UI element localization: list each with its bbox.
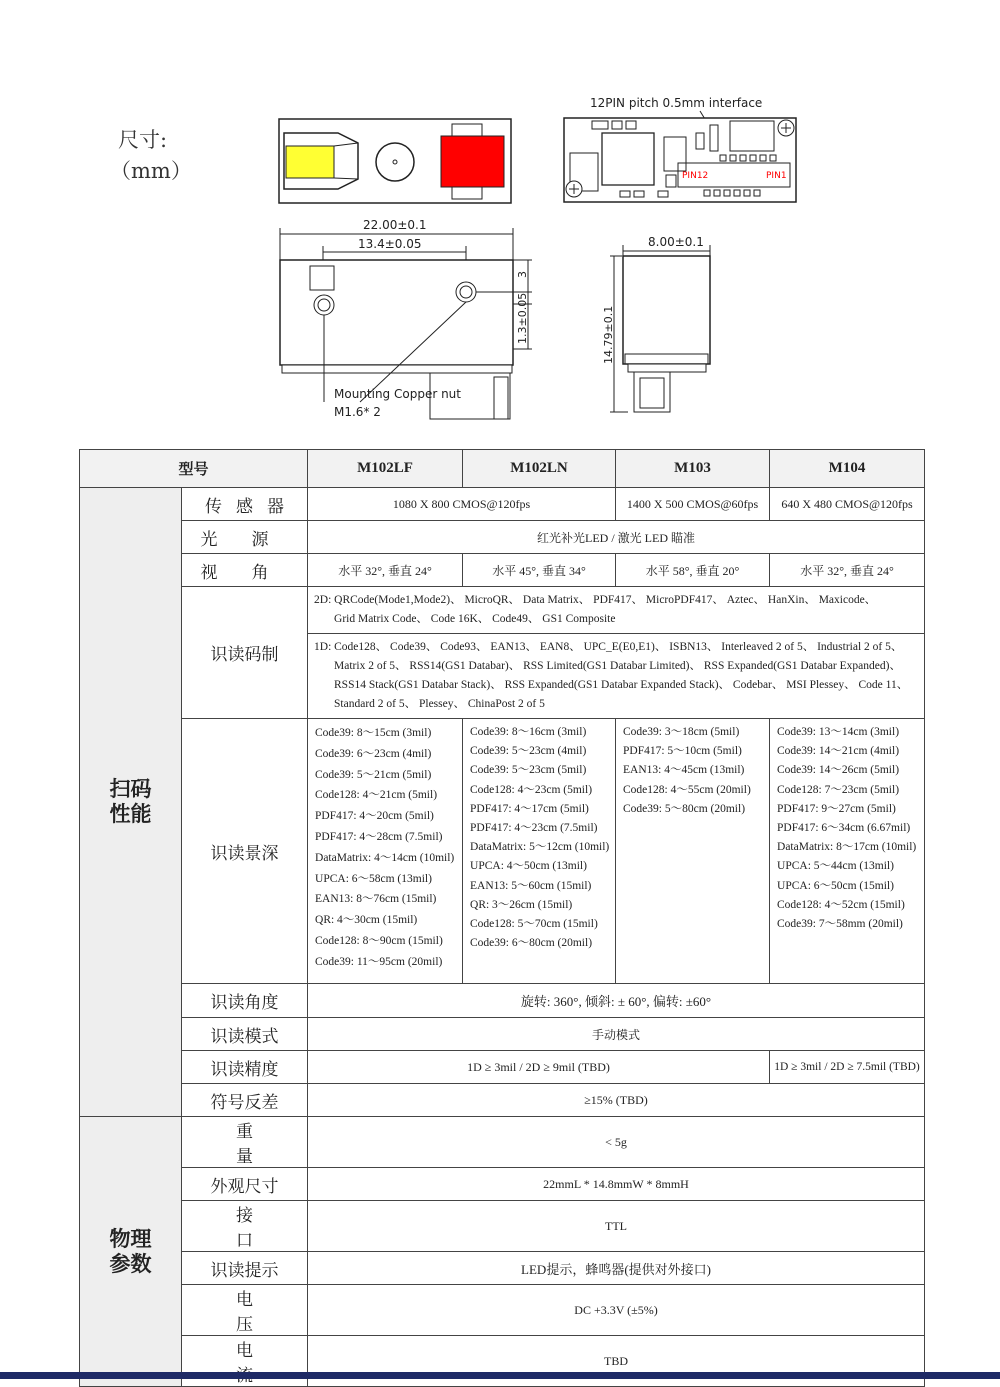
sensor-m104: 640 X 480 CMOS@120fps (770, 488, 925, 521)
width-dimension: 22.00±0.1 (363, 218, 427, 232)
table-row (80, 1252, 925, 1285)
dof-item: Code39: 5～23cm (4mil) (470, 745, 587, 758)
dof-m103 (616, 719, 770, 984)
dof-item: Code128: 4～52cm (15mil) (777, 898, 905, 911)
prompt-value: LED提示，蜂鸣器(提供对外接口) (308, 1252, 925, 1285)
voltage-label: 电压 (182, 1285, 308, 1336)
table-row (80, 1201, 925, 1252)
sensor-label: 传感器 (182, 488, 308, 521)
led-yellow (286, 146, 334, 178)
pcb-view-drawing (560, 93, 800, 205)
model-m103: M103 (616, 450, 770, 488)
table-row (80, 1168, 925, 1201)
dof-item: Code39: 7～58mm (20mil) (777, 918, 903, 931)
dof-item: Code39: 14～26cm (5mil) (777, 764, 900, 777)
depth-dimension: 8.00±0.1 (648, 235, 704, 249)
dof-item: Code39: 5～80cm (20mil) (623, 802, 746, 815)
fov-m103: 水平 58°, 垂直 20° (616, 554, 770, 587)
model-m104: M104 (770, 450, 925, 488)
dof-item: UPCA: 6～58cm (13mil) (315, 872, 432, 885)
dof-item: Code128: 7～23cm (5mil) (777, 783, 900, 796)
dof-item: Code39: 6～80cm (20mil) (470, 937, 593, 950)
dof-m102ln (463, 719, 616, 984)
dof-item: Code39: 13～14cm (3mil) (777, 726, 900, 738)
model-m102ln: M102LN (463, 450, 616, 488)
weight-value: < 5g (308, 1117, 925, 1168)
dof-item: PDF417: 4～28cm (7.5mil) (315, 830, 443, 843)
symbology-1d-line2: Matrix 2 of 5、 RSS14(GS1 Databar)、 RSS Limited(GS1 Databar Limited)、 RSS Expanded(GS1 Databar Expanded)、 (334, 660, 901, 672)
dof-item: Code39: 5～23cm (5mil) (470, 764, 587, 777)
dof-item: DataMatrix: 8～17cm (10mil) (777, 841, 917, 854)
mode-value: 手动模式 (308, 1018, 925, 1051)
dof-item: Code128: 5～70cm (15mil) (470, 918, 598, 931)
fov-label: 视角 (182, 554, 308, 587)
dof-item: QR: 3～26cm (15mil) (470, 898, 573, 911)
symbology-1d-line1: 1D: Code128、 Code39、 Code93、 EAN13、 EAN8、 UPC_E(E0,E1)、 ISBN13、 Interleaved 2 of 5、 Industrial 2 of 5、 (314, 641, 903, 653)
dof-item: Code39: 14～21cm (4mil) (777, 745, 900, 758)
dof-item: EAN13: 4～45cm (13mil) (623, 764, 745, 777)
size-value: 22mmL * 14.8mmW * 8mmH (308, 1168, 925, 1201)
table-row (80, 1084, 925, 1117)
table-row (80, 1285, 925, 1336)
dof-item: UPCA: 5～44cm (13mil) (777, 860, 894, 873)
symbology-1d-line4: Standard 2 of 5、 Plessey、 ChinaPost 2 of 5 (334, 698, 545, 710)
dof-item: PDF417: 5～10cm (5mil) (623, 745, 742, 758)
dof-item: Code39: 3～18cm (5mil) (623, 726, 740, 738)
contrast-label: 符号反差 (182, 1084, 308, 1117)
sensor-m102: 1080 X 800 CMOS@120fps (308, 488, 616, 521)
pin12-label: PIN12 (682, 171, 709, 181)
prompt-label: 识读提示 (182, 1252, 308, 1285)
voltage-value: DC +3.3V (±5%) (308, 1285, 925, 1336)
table-row (80, 1018, 925, 1051)
dim-3-label: 3 (516, 271, 529, 278)
dof-item: Code39: 11～95cm (20mil) (315, 955, 443, 968)
dimensions-title-line1: 尺寸: (118, 128, 168, 152)
laser-red (441, 136, 504, 187)
symbology-2d-line1: 2D: QRCode(Mode1,Mode2)、 MicroQR、 Data Matrix、 PDF417、 MicroPDF417、 Aztec、 HanXin、 Maxicode、 (314, 594, 877, 606)
symbology-1d-line3: RSS14 Stack(GS1 Databar Stack)、 RSS Expanded(GS1 Databar Expanded Stack)、 Codebar、 MSI Plessey、 Code 11、 (334, 679, 909, 691)
dof-item: EAN13: 5～60cm (15mil) (470, 879, 592, 892)
dof-item: UPCA: 6～50cm (15mil) (777, 879, 894, 892)
light-label: 光源 (182, 521, 308, 554)
precision-label: 识读精度 (182, 1051, 308, 1084)
table-row (80, 521, 925, 554)
dof-item: PDF417: 4～23cm (7.5mil) (470, 822, 598, 835)
size-label: 外观尺寸 (182, 1168, 308, 1201)
angle-value: 旋转: 360°, 倾斜: ± 60°, 偏转: ±60° (308, 984, 925, 1018)
dof-item: Code128: 4～21cm (5mil) (315, 789, 438, 802)
mode-label: 识读模式 (182, 1018, 308, 1051)
table-row (80, 488, 925, 521)
dof-item: Code39: 5～21cm (5mil) (315, 768, 432, 781)
fov-m102ln: 水平 45°, 垂直 34° (463, 554, 616, 587)
light-value: 红光补光LED / 激光 LED 瞄准 (308, 521, 925, 554)
current-value: TBD (308, 1336, 925, 1387)
hole-spacing-dimension: 13.4±0.05 (358, 237, 422, 251)
interface-label: 接口 (182, 1201, 308, 1252)
depth-view-drawing (600, 228, 730, 418)
dof-item: PDF417: 6～34cm (6.67mil) (777, 822, 911, 835)
table-row (80, 554, 925, 587)
current-label: 电 (182, 1336, 308, 1387)
table-row (80, 1051, 925, 1084)
dof-item: UPCA: 4～50cm (13mil) (470, 860, 587, 873)
interface-value: TTL (308, 1201, 925, 1252)
dimensions-title-line2: （mm） (110, 159, 192, 183)
precision-value: 1D ≥ 3mil / 2D ≥ 9mil (TBD) (308, 1051, 770, 1084)
dim-13-label: 1.3±0.05 (516, 292, 529, 344)
dof-label: 识读景深 (182, 719, 308, 984)
table-row (80, 587, 925, 634)
model-m102lf: M102LF (308, 450, 463, 488)
table-row (80, 1117, 925, 1168)
sensor-m103: 1400 X 500 CMOS@60fps (616, 488, 770, 521)
nut-label: Mounting Copper nut (334, 387, 461, 401)
angle-label: 识读角度 (182, 984, 308, 1018)
dof-item: EAN13: 8～76cm (15mil) (315, 893, 437, 906)
dof-item: Code128: 8～90cm (15mil) (315, 934, 443, 947)
footer-bar (0, 1372, 1000, 1379)
height-dimension: 14.79±0.1 (602, 305, 615, 364)
dof-item: Code39: 6～23cm (4mil) (315, 747, 432, 760)
symbology-2d-line2: Grid Matrix Code、 Code 16K、 Code49、 GS1 Composite (334, 613, 616, 625)
symbology-label: 识读码制 (182, 587, 308, 719)
weight-label: 重量 (182, 1117, 308, 1168)
dof-item: PDF417: 4～17cm (5mil) (470, 802, 589, 815)
table-row (80, 719, 925, 984)
dof-item: PDF417: 4～20cm (5mil) (315, 810, 434, 823)
dof-item: Code39: 8～16cm (3mil) (470, 726, 587, 738)
dof-item: Code128: 4～23cm (5mil) (470, 783, 593, 796)
pin-interface-label: 12PIN pitch 0.5mm interface (590, 96, 763, 110)
dof-m102lf (308, 719, 463, 984)
side-view-drawing (270, 212, 545, 424)
dof-item: Code128: 4～55cm (20mil) (623, 783, 751, 796)
dof-item: DataMatrix: 4～14cm (10mil) (315, 851, 455, 864)
nut-spec: M1.6* 2 (334, 405, 381, 419)
symbology-1d (308, 634, 925, 719)
pin1-label: PIN1 (766, 171, 787, 181)
table-header-row (80, 450, 925, 488)
dimensions-title (110, 125, 192, 187)
dof-item: PDF417: 9～27cm (5mil) (777, 802, 896, 815)
fov-m104: 水平 32°, 垂直 24° (770, 554, 925, 587)
front-view-drawing (276, 115, 516, 210)
table-row (80, 984, 925, 1018)
fov-m102lf: 水平 32°, 垂直 24° (308, 554, 463, 587)
scan-category: 扫码 性能 (80, 488, 182, 1117)
spec-table (79, 449, 925, 1387)
precision-m104: 1D ≥ 3mil / 2D ≥ 7.5mil (TBD) (770, 1051, 925, 1084)
dof-m104 (770, 719, 925, 984)
model-header: 型号 (80, 450, 308, 488)
contrast-value: ≥15% (TBD) (308, 1084, 925, 1117)
dof-item: QR: 4～30cm (15mil) (315, 914, 418, 927)
symbology-2d (308, 587, 925, 634)
physical-category: 物理 参数 (80, 1117, 182, 1387)
dof-item: DataMatrix: 5～12cm (10mil) (470, 841, 610, 854)
dof-item: Code39: 8～15cm (3mil) (315, 727, 432, 739)
